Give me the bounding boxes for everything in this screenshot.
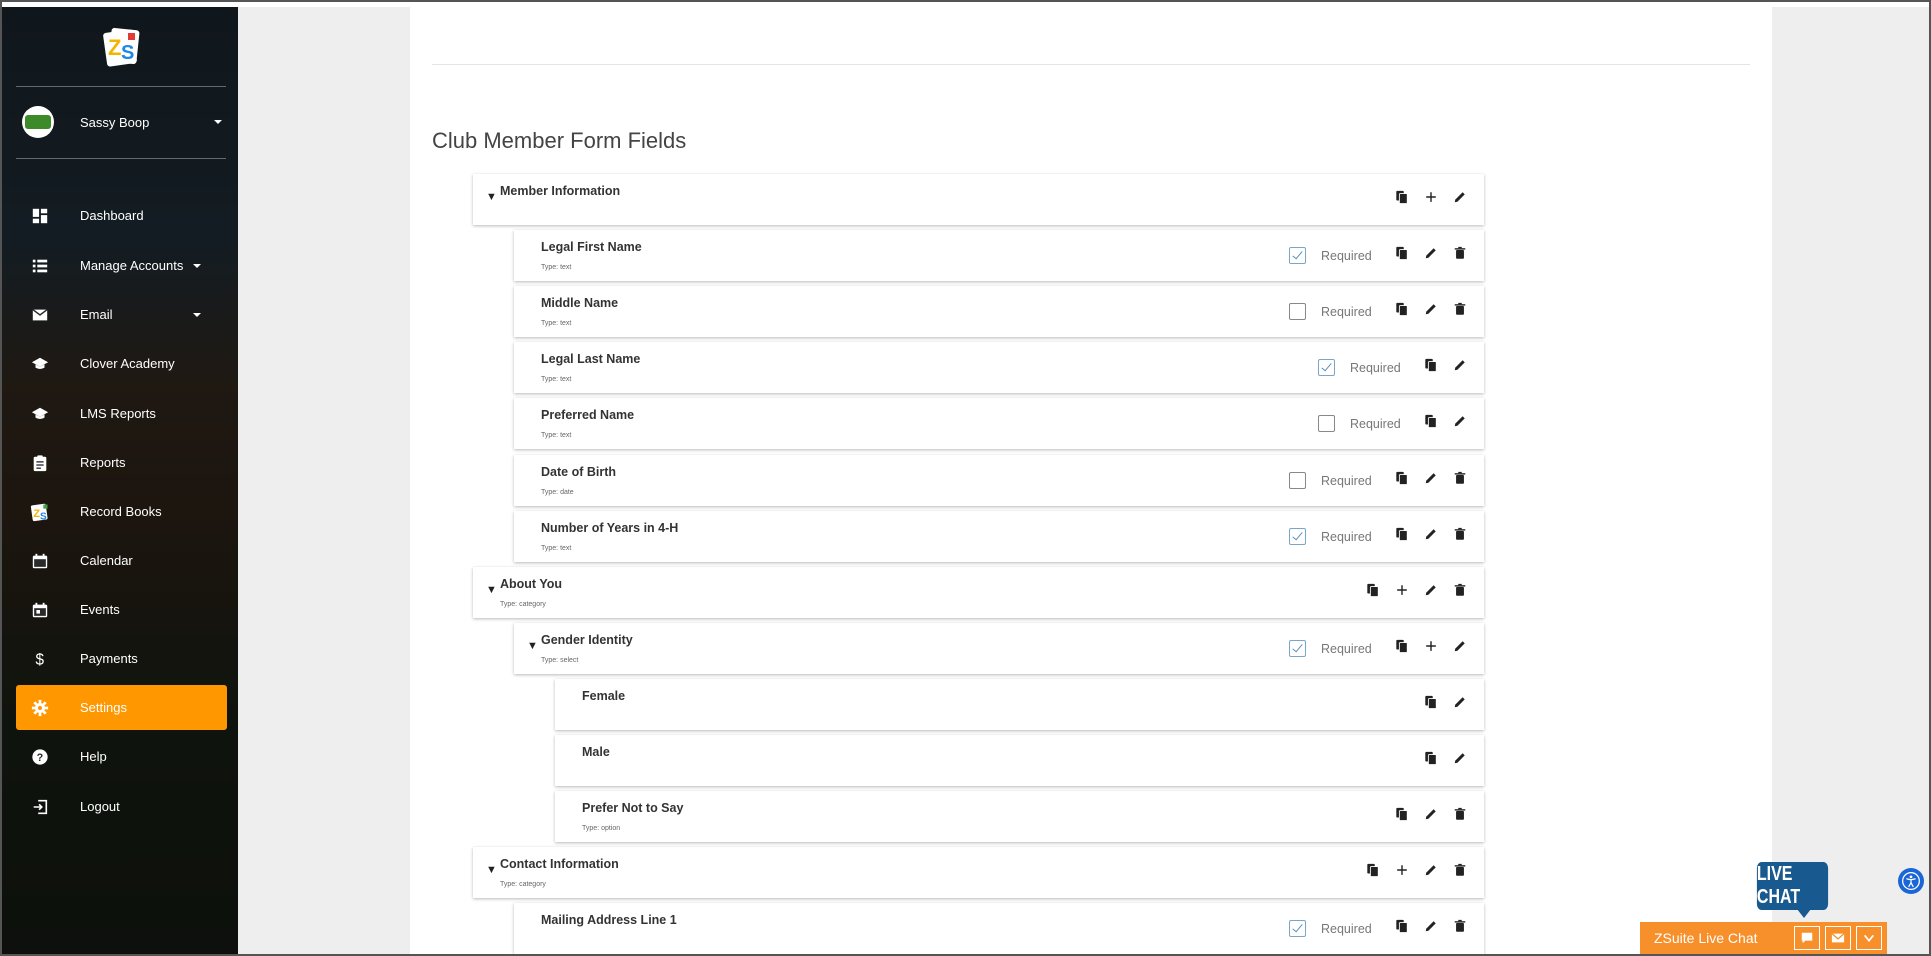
accessibility-icon[interactable] — [1898, 868, 1924, 894]
live-chat-bar — [1640, 922, 1887, 954]
event-icon — [30, 600, 50, 620]
sidebar-item-lms-reports[interactable] — [16, 391, 227, 436]
graduation-cap-icon — [30, 354, 50, 374]
copy-icon[interactable] — [1394, 300, 1410, 318]
sidebar-item-label: Dashboard — [80, 208, 144, 223]
required-checkbox[interactable] — [1289, 247, 1306, 264]
field-name: Number of Years in 4-H — [541, 521, 679, 535]
copy-icon[interactable] — [1394, 188, 1410, 206]
required-label: Required — [1321, 305, 1372, 319]
field-type: Type: category — [500, 881, 546, 888]
divider — [16, 86, 226, 87]
live-chat-title[interactable]: ZSuite Live Chat — [1654, 930, 1758, 946]
zsuite-logo-icon[interactable] — [102, 25, 142, 69]
required-checkbox[interactable] — [1289, 472, 1306, 489]
field-type: Type: text — [541, 320, 572, 327]
live-chat-badge[interactable]: LIVE CHAT — [1757, 862, 1828, 910]
collapse-toggle-icon[interactable]: ▼ — [486, 191, 497, 203]
sidebar-item-record-books[interactable] — [16, 489, 227, 534]
chat-bubble-icon[interactable] — [1794, 926, 1820, 950]
chevron-down-icon[interactable] — [1856, 926, 1882, 950]
edit-icon[interactable] — [1423, 469, 1439, 487]
required-label: Required — [1350, 417, 1401, 431]
required-checkbox[interactable] — [1289, 640, 1306, 657]
delete-icon[interactable] — [1452, 525, 1468, 543]
divider — [432, 64, 1750, 65]
required-label: Required — [1321, 249, 1372, 263]
svg-text:S: S — [40, 511, 47, 522]
sidebar — [2, 7, 238, 954]
field-type: Type: text — [541, 432, 572, 439]
sidebar-item-label: LMS Reports — [80, 406, 156, 421]
sidebar-item-label: Clover Academy — [80, 356, 175, 371]
delete-icon[interactable] — [1452, 805, 1468, 823]
field-name: Legal Last Name — [541, 352, 641, 366]
field-name: Gender Identity — [541, 633, 633, 647]
svg-text:$: $ — [35, 650, 44, 668]
field-type: Type: category — [500, 601, 546, 608]
live-chat-badge-tail — [1797, 909, 1811, 918]
avatar — [22, 106, 54, 138]
sidebar-item-manage-accounts[interactable] — [16, 243, 227, 288]
field-row[interactable] — [514, 286, 1484, 337]
field-name: Member Information — [500, 184, 621, 198]
field-row[interactable] — [514, 623, 1484, 674]
mail-icon[interactable] — [1825, 926, 1851, 950]
field-name: About You — [500, 577, 563, 591]
copy-icon[interactable] — [1394, 525, 1410, 543]
copy-icon[interactable] — [1365, 861, 1381, 879]
required-label: Required — [1350, 361, 1401, 375]
field-type: Type: text — [541, 264, 572, 271]
sidebar-item-label: Help — [80, 749, 107, 764]
sidebar-item-calendar[interactable] — [16, 538, 227, 583]
logout-icon — [30, 797, 50, 817]
edit-icon[interactable] — [1452, 693, 1468, 711]
field-row[interactable] — [514, 230, 1484, 281]
collapse-toggle-icon[interactable]: ▼ — [486, 584, 497, 596]
field-name: Legal First Name — [541, 240, 642, 254]
add-icon[interactable] — [1394, 861, 1410, 879]
sidebar-item-dashboard[interactable] — [16, 193, 227, 238]
mail-icon — [30, 305, 50, 325]
edit-icon[interactable] — [1452, 188, 1468, 206]
sidebar-item-reports[interactable] — [16, 440, 227, 485]
edit-icon[interactable] — [1423, 861, 1439, 879]
clipboard-icon — [30, 453, 50, 473]
sidebar-item-label: Events — [80, 602, 120, 617]
edit-icon[interactable] — [1423, 581, 1439, 599]
field-name: Male — [582, 745, 610, 759]
add-icon[interactable] — [1423, 188, 1439, 206]
user-name: Sassy Boop — [80, 114, 150, 130]
sidebar-item-clover-academy[interactable] — [16, 341, 227, 386]
sidebar-item-logout[interactable] — [16, 784, 227, 829]
sidebar-item-label: Logout — [80, 799, 120, 814]
svg-text:S: S — [121, 42, 135, 64]
collapse-toggle-icon[interactable]: ▼ — [486, 864, 497, 876]
zsuite-logo-icon — [30, 502, 50, 522]
page-title: Club Member Form Fields — [432, 128, 687, 153]
field-row[interactable] — [514, 455, 1484, 506]
field-row[interactable] — [514, 903, 1484, 954]
required-label: Required — [1321, 530, 1372, 544]
delete-icon[interactable] — [1452, 917, 1468, 935]
sidebar-item-label: Payments — [80, 651, 138, 666]
svg-text:Z: Z — [108, 35, 122, 60]
field-name: Date of Birth — [541, 465, 616, 479]
page-background — [1772, 7, 1929, 954]
field-type: Type: text — [541, 545, 572, 552]
field-type: Type: date — [541, 489, 574, 496]
divider — [16, 158, 226, 159]
delete-icon[interactable] — [1452, 581, 1468, 599]
required-label: Required — [1321, 922, 1372, 936]
calendar-icon — [30, 551, 50, 571]
sidebar-item-label: Record Books — [80, 504, 162, 519]
collapse-toggle-icon[interactable]: ▼ — [527, 640, 538, 652]
copy-icon[interactable] — [1394, 469, 1410, 487]
required-checkbox[interactable] — [1318, 359, 1335, 376]
sidebar-item-label: Calendar — [80, 553, 133, 568]
field-type: Type: option — [582, 825, 621, 832]
edit-icon[interactable] — [1423, 244, 1439, 262]
category-row[interactable] — [473, 567, 1484, 618]
sidebar-item-payments[interactable] — [16, 636, 227, 681]
required-label: Required — [1321, 474, 1372, 488]
delete-icon[interactable] — [1452, 861, 1468, 879]
sidebar-item-label: Reports — [80, 455, 126, 470]
copy-icon[interactable] — [1365, 581, 1381, 599]
delete-icon[interactable] — [1452, 300, 1468, 318]
graduation-cap-icon — [30, 404, 50, 424]
field-name: Female — [582, 689, 626, 703]
chevron-down-icon[interactable] — [193, 264, 201, 268]
sidebar-item-label: Settings — [80, 700, 127, 715]
svg-text:Z: Z — [33, 507, 40, 520]
edit-icon[interactable] — [1452, 749, 1468, 767]
option-row[interactable] — [555, 791, 1484, 842]
field-name: Contact Information — [500, 857, 619, 871]
required-checkbox[interactable] — [1318, 415, 1335, 432]
delete-icon[interactable] — [1452, 469, 1468, 487]
edit-icon[interactable] — [1423, 525, 1439, 543]
category-row[interactable] — [473, 174, 1484, 225]
sidebar-item-label: Email — [80, 307, 113, 322]
category-row[interactable] — [473, 847, 1484, 898]
help-icon — [30, 747, 50, 767]
sidebar-item-email[interactable] — [16, 292, 227, 337]
edit-icon[interactable] — [1452, 412, 1468, 430]
field-name: Middle Name — [541, 296, 619, 310]
required-checkbox[interactable] — [1289, 920, 1306, 937]
field-row[interactable] — [514, 342, 1484, 393]
sidebar-item-settings[interactable] — [16, 685, 227, 730]
edit-icon[interactable] — [1423, 300, 1439, 318]
option-row[interactable] — [555, 679, 1484, 730]
field-name: Prefer Not to Say — [582, 801, 684, 815]
required-checkbox[interactable] — [1289, 303, 1306, 320]
add-icon[interactable] — [1394, 581, 1410, 599]
copy-icon[interactable] — [1423, 749, 1439, 767]
field-name: Preferred Name — [541, 408, 635, 422]
copy-icon[interactable] — [1394, 805, 1410, 823]
copy-icon[interactable] — [1394, 637, 1410, 655]
sidebar-item-events[interactable] — [16, 587, 227, 632]
dashboard-icon — [30, 206, 50, 226]
required-checkbox[interactable] — [1289, 528, 1306, 545]
edit-icon[interactable] — [1423, 805, 1439, 823]
sidebar-item-label: Manage Accounts — [80, 258, 184, 273]
copy-icon[interactable] — [1423, 693, 1439, 711]
sidebar-item-help[interactable] — [16, 734, 227, 779]
field-type: Type: text — [541, 376, 572, 383]
gear-icon — [30, 698, 50, 718]
user-menu[interactable] — [22, 105, 222, 139]
list-icon — [30, 256, 50, 276]
copy-icon[interactable] — [1394, 244, 1410, 262]
field-type: Type: select — [541, 657, 579, 664]
page-background — [238, 7, 410, 954]
chevron-down-icon[interactable] — [193, 313, 201, 317]
delete-icon[interactable] — [1452, 244, 1468, 262]
copy-icon[interactable] — [1394, 917, 1410, 935]
field-row[interactable] — [514, 511, 1484, 562]
copy-icon[interactable] — [1423, 356, 1439, 374]
field-name: Mailing Address Line 1 — [541, 913, 677, 927]
option-row[interactable] — [555, 735, 1484, 786]
edit-icon[interactable] — [1423, 917, 1439, 935]
edit-icon[interactable] — [1452, 637, 1468, 655]
field-row[interactable] — [514, 398, 1484, 449]
required-label: Required — [1321, 642, 1372, 656]
add-icon[interactable] — [1423, 637, 1439, 655]
copy-icon[interactable] — [1423, 412, 1439, 430]
svg-text:?: ? — [36, 751, 44, 764]
dollar-icon — [30, 649, 50, 669]
chevron-down-icon — [214, 120, 222, 124]
edit-icon[interactable] — [1452, 356, 1468, 374]
